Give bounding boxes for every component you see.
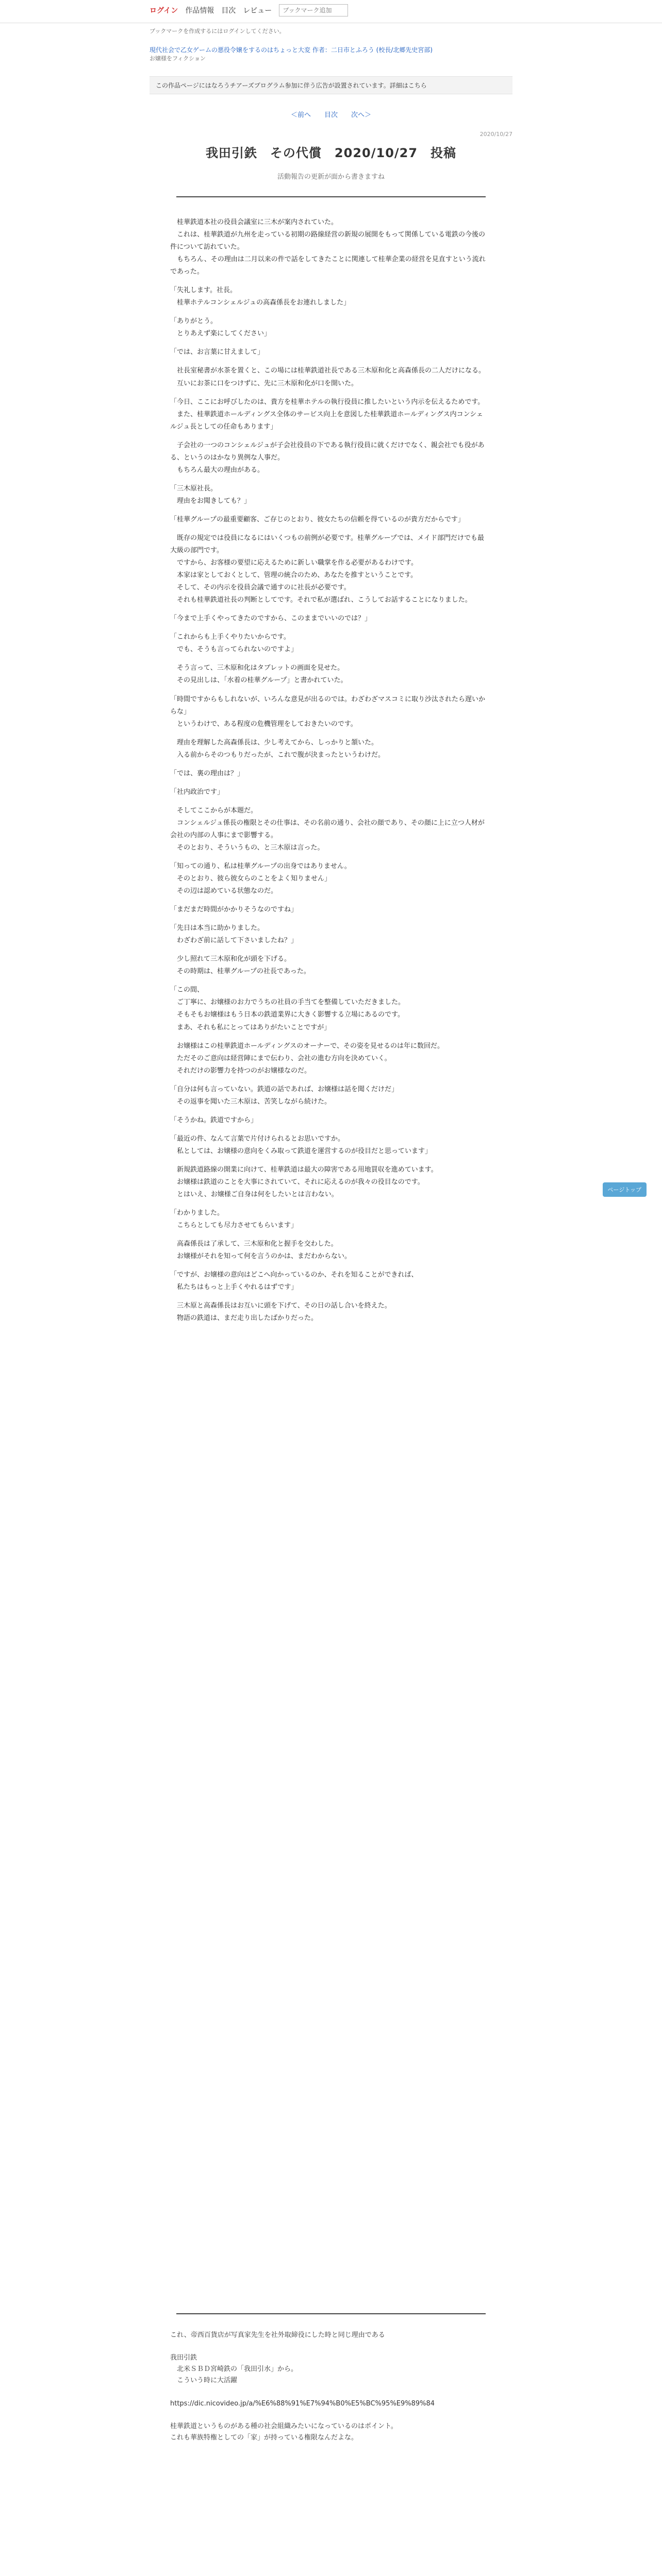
body-paragraph: 「では、お言葉に甘えまして」 (170, 348, 264, 357)
nav-item-toc[interactable]: 目次 (221, 7, 236, 15)
prev-link[interactable]: ＜前へ (290, 111, 311, 119)
chapter-date: 2020/10/27 (479, 131, 512, 138)
body-paragraph: 「時間ですからもしれないが、いろんな意見が出るのでは。わざわざマスコミに取り沙汰されたら遅いからな」 というわけで、ある程度の危機管理をしておきたいのです。 (170, 695, 486, 728)
next-link[interactable]: 次へ＞ (351, 111, 372, 119)
author-line: お嬢様をフィクション (150, 55, 206, 62)
bookmark-add-field[interactable] (279, 4, 348, 16)
chapter-header (150, 131, 512, 197)
body-paragraph: 「三木原社長。 理由をお聞きしても？」 (170, 484, 251, 505)
body-paragraph: 「失礼します。社長。 桂華ホテルコンシェルジュの高森係長をお連れしました」 (170, 286, 351, 307)
body-paragraph: 桂華鉄道本社の役員会議室に三木が案内されていた。 これは、桂華鉄道が九州を走っている初期の路線経営の新規の展開をもって関係している電鉄の今後の件について訪れていた。 もちろん、その理由は二月以来の件で話をしてきたことに関連して桂華企業の経営を見直すという流れであった。 (170, 218, 486, 276)
body-paragraph: 「社内政治です」 (170, 788, 224, 796)
nav-item-review[interactable]: レビュー (243, 7, 272, 15)
login-notice: ブックマークを作成するにはログインしてください。 (150, 28, 285, 35)
body-paragraph: 「では、裏の理由は？」 (170, 769, 244, 777)
series-link[interactable]: 現代社会で乙女ゲームの悪役令嬢をするのはちょっと大変 作者：二日市とふろう (校長/北郷先史宮部) (150, 46, 433, 54)
chapter-subtitle: 活動報告の更新が面から書きますね (277, 173, 385, 181)
body-paragraph: 既存の規定では役員になるにはいくつもの前例が必要です。桂華グループでは、メイド部門だけでも最大級の部門です。 ですから、お客様の要望に応えるために新しい職掌を作る必要があるわけです。 本家は家としておくとして、管理の統合のため、あなたを推すということです。 そして、その内示を役員会議で通すのに社長が必要です。 それも桂華鉄道社長の判断としてです。それで私が選ばれ、こうしてお話することになりました。 (170, 534, 485, 604)
body-paragraph: 「今日、ここにお呼びしたのは、貴方を桂華ホテルの執行役員に推したいという内示を伝えるためです。 また、桂華鉄道ホールディングス全体のサービス向上を意図した桂華鉄道ホールディングス内コンシェルジュ長としての任命もあります」 (170, 398, 485, 431)
body-paragraph: 「ありがとう。 とりあえず楽にしてください」 (170, 317, 271, 338)
nav-item-work-info[interactable]: 作品情報 (185, 7, 214, 15)
body-paragraph: 「これからも上手くやりたいからです。 でも、そうも言ってられないのですよ」 (170, 633, 298, 654)
body-paragraph: 「今まで上手くやってきたのですから、このままでいいのでは？」 (170, 615, 372, 623)
body-paragraph: 理由を理解した高森係長は、少し考えてから、しっかりと頷いた。 入る前からそのつもりだったが、これで腹が決まったというわけだ。 (177, 738, 385, 759)
body-paragraph: 高森係長は了承して、三木原和化と握手を交わした。 お嬢様がそれを知って何を言うのかは、まだわからない。 (177, 1240, 352, 1261)
chapter-body (170, 216, 490, 1331)
body-paragraph: そう言って、三木原和化はタブレットの画面を見せた。 その見出しは、「水着の桂華グループ」と書かれていた。 (177, 664, 347, 685)
divider-bottom (176, 2313, 486, 2314)
body-paragraph: 新規鉄道路線の開業に向けて、桂華鉄道は最大の障害である用地買収を進めています。 お嬢様は鉄道のことを大事にされていて、それに応えるのが我々の役目なのです。 とはいえ、お嬢様ご自身は何をしたいとは言わない。 (177, 1165, 438, 1199)
afterword-section (150, 2313, 512, 2444)
body-paragraph: 「まだまだ時間がかかりそうなのですね」 (170, 906, 298, 914)
divider (176, 196, 486, 197)
body-paragraph: 子会社の一つのコンシェルジュが子会社役員の下である執行役員に就くだけでなく、親会社でも役がある、というのはかなり異例な人事だ。 もちろん最大の理由がある。 (170, 441, 485, 474)
body-paragraph: そしてここからが本題だ。 コンシェルジュ係長の権限とその仕事は、その名前の通り、会社の顔であり、その顔に上に立つ人材が会社の内部の人事にまで影響する。 そのとおり、そういうもの、と三木原は言った。 (170, 806, 485, 852)
afterword-text: これ、帝西百貨店が写真家先生を社外取締役にした時と同じ理由である 我田引鉄 北米ＳＢＤ宮崎鉄の「我田引水」から。 こういう時に大活躍 https://dic.nicovideo.jp/a/%E6%88%91%E7%94%B0%E5%BC%95%E9%89%84 桂華鉄道というものがある種の社会組織みたいになっているのはポイント。 これも華族特権としての「家」が持っている権限なんだよな。 (170, 2331, 435, 2442)
body-paragraph: 「そうかね。鉄道ですから」 (170, 1116, 258, 1124)
body-paragraph: 「この間、 ご丁寧に、お嬢様のお力でうちの社員の手当てを整備していただきました。 そもそもお嬢様はもう日本の鉄道業界に大きく影響する立場にあるのです。 まあ、それも私にとってはありがたいことですが」 (170, 986, 405, 1031)
body-paragraph: 三木原と高森係長はお互いに頭を下げて、その日の話し合いを終えた。 物語の鉄道は、まだ走り出したばかりだった。 (177, 1302, 391, 1323)
body-paragraph: 「わかりました。 こちらとしても尽力させてもらいます」 (170, 1209, 298, 1230)
chapter-nav-top (150, 109, 512, 119)
program-notice: この作品ページにはなろうチアーズプログラム参加に伴う広告が設置されています。詳細はこちら (150, 76, 512, 94)
body-paragraph: 「自分は何も言っていない。鉄道の話であれば、お嬢様は話を聞くだけだ」 その返事を聞いた三木原は、苦笑しながら続けた。 (170, 1085, 399, 1106)
body-paragraph: 「知っての通り、私は桂華グループの出身ではありません。 そのとおり、彼ら彼女らのことをよく知りません」 その辺は認めている状態なのだ。 (170, 862, 351, 895)
login-link[interactable]: ログイン (150, 7, 178, 15)
body-paragraph: 社長室秘書が水茶を置くと、この場には桂華鉄道社長である三木原和化と高森係長の二人だけになる。 互いにお茶に口をつけずに、先に三木原和化が口を開いた。 (177, 367, 486, 387)
body-paragraph: 「ですが、お嬢様の意向はどこへ向かっているのか、それを知ることができれば、 私たちはもっと上手くやれるはずです」 (170, 1271, 418, 1292)
toc-link[interactable]: 目次 (324, 111, 338, 119)
notice-block (150, 27, 512, 62)
body-paragraph: 少し照れて三木原和化が頭を下げる。 その時期は、桂華グループの社長であった。 (177, 955, 310, 976)
body-paragraph: 「桂華グループの最重要顧客、ご存じのとおり、彼女たちの信頼を得ているのが貴方だからです」 (170, 515, 465, 523)
top-navigation-bar (0, 0, 662, 23)
page-top-button[interactable]: ページトップ (603, 1182, 647, 1197)
body-paragraph: 「先日は本当に助かりました。 わざわざ前に話して下さいましたね？」 (170, 924, 298, 945)
body-paragraph: お嬢様はこの桂華鉄道ホールディングスのオーナーで、その姿を見せるのは年に数回だ。 ただそのご意向は経営陣にまで伝わり、会社の進む方向を決めていく。 それだけの影響力を持つのがお嬢様なのだ。 (177, 1042, 444, 1075)
chapter-title: 我田引鉄 その代償 2020/10/27 投稿 (205, 146, 457, 160)
body-paragraph: 「最近の件、なんて言葉で片付けられるとお思いですか。 私としては、お嬢様の意向をくみ取って鉄道を運営するのが役目だと思っています」 (170, 1134, 432, 1155)
